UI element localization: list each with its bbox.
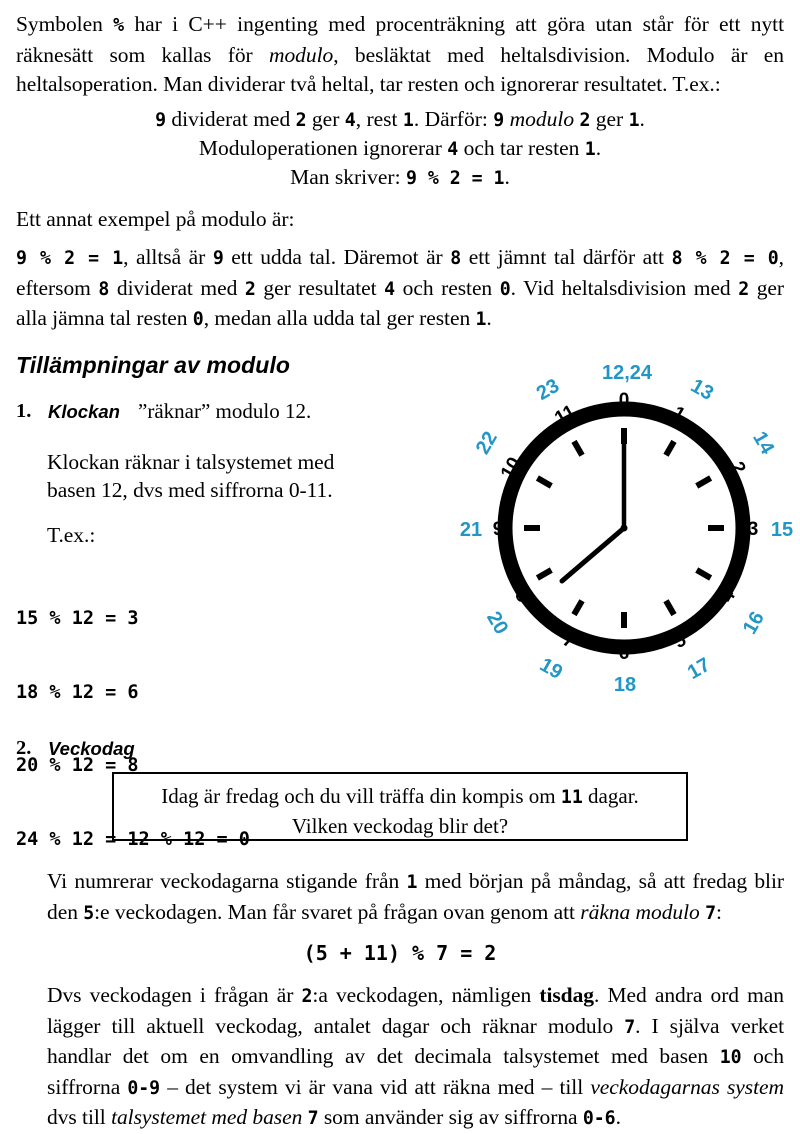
oe-t4: , eftersom [16,245,784,300]
ex1-n1b: 1 [628,110,640,131]
oe-expr-1: 9 % 2 = 1 [16,248,124,269]
oe-t10: , medan alla udda tal ger resten [203,306,476,330]
ex1-n1a: 1 [402,110,414,131]
intro-text-c: , besläktat med heltalsdivision. Modulo är en heltalsoperation. Man dividerar två heltal, tar resten och ignorerar resultatet. T.ex.: [16,42,784,96]
section-heading: Tillämpningar av modulo [16,352,291,378]
wd-t2: med början på måndag, så att fredag blir den [47,869,785,924]
example-line-3 [16,163,784,194]
weekday-formula: (5 + 11) % 7 = 2 [303,941,497,965]
example-line-1 [16,105,784,136]
clock-outer-label-12-24: 12,24 [601,362,653,384]
qb-l1-num: 11 [560,787,583,808]
clock-inner-label-8: 8 [510,586,534,607]
oe-n0b: 0 [192,309,204,330]
question-box-line-2: Vilken veckodag blir det? [291,814,509,838]
ex1-modulo: modulo [509,107,575,131]
clock-center-pin [621,525,628,532]
example-line-2 [16,134,784,165]
clock-outer-label-23: 23 [532,374,564,405]
intro-paragraph [16,10,784,100]
ex1-t2: ger [306,107,345,131]
fp-t9: . [615,1105,621,1129]
clock-outer-label-22: 22 [471,427,502,459]
fp-t2: :a veckodagen, nämligen [312,983,540,1007]
oe-t1: , alltså är [123,245,213,269]
fp-n09: 0-9 [127,1077,161,1099]
oe-n8b: 8 [98,278,110,300]
list-item-1-title-tail: ”räknar” modulo 12. [138,399,312,423]
ex1-t5: ger [590,107,629,131]
second-intro-paragraph [16,205,784,235]
clock-inner-label-7: 7 [558,629,579,653]
final-paragraph [47,981,784,1134]
clock-outer-label-13: 13 [686,374,718,405]
intro-text-b: har i C++ ingenting med procenträkning att göra utan står för ett nytt räknesätt som kallas för [16,12,784,67]
wd-t1: Vi numrerar veckodagarna stigande från [47,869,407,893]
oe-t7: och resten [395,275,500,300]
clock-inner-label-1: 1 [668,402,689,426]
li1-body-line1: Klockan räknar i talsystemet med [47,450,335,474]
code-line: 18 % 12 = 6 [16,681,139,703]
wd-n1: 1 [406,872,418,893]
odd-even-paragraph [16,243,784,335]
fp-n2: 2 [301,986,313,1007]
list-item-2-title: Veckodag [48,738,135,759]
oe-t6: ger resultatet [255,275,385,300]
fp-italic-talsystemet: talsystemet med basen [111,1105,303,1129]
ex1-t6: . [639,107,645,131]
oe-n2a: 2 [244,278,256,300]
ex1-n9b: 9 [493,110,505,131]
oe-expr-2: 8 % 2 = 0 [671,248,779,269]
clock-inner-label-11: 11 [551,401,580,430]
clock-inner-label-5: 5 [670,629,691,653]
question-box [112,772,688,841]
ex2-t2: och tar resten [458,136,585,160]
clock-inner-label-10: 10 [496,453,526,483]
wd-italic-rakna-modulo: räkna modulo [580,899,700,924]
ex1-n9a: 9 [155,110,167,131]
fp-t1: Dvs veckodagen i frågan är [47,983,302,1007]
ex2-n1: 1 [584,139,596,160]
ex1-t4: . Därför: [413,107,494,131]
li1-body-line2: basen 12, dvs med siffrorna 0-11. [47,478,333,502]
clock-outer-label-19: 19 [535,653,567,684]
qb-l1-a: Idag är fredag och du vill träffa din kompis om [161,784,561,808]
clock-inner-label-6: 6 [618,643,630,664]
list-item-1-number: 1. [16,400,32,422]
clock-inner-label-3: 3 [747,519,759,540]
wd-n5: 5 [83,902,95,924]
oe-t2: ett udda tal. Däremot är [223,245,451,269]
fp-t6: – det system vi är vana vid att räkna med – till [160,1074,591,1099]
qb-l1-b: dagar. [582,784,639,808]
fp-n7b: 7 [307,1108,319,1129]
oe-n0a: 0 [499,278,511,300]
fp-italic-veckodagarnas-system: veckodagarnas system [590,1074,784,1099]
clock-outer-label-16: 16 [738,607,769,639]
wd-t3: :e veckodagen. Man får svaret på frågan ovan genom att [94,899,581,924]
fp-t7: dvs till [47,1105,112,1129]
clock-inner-label-4: 4 [716,586,740,607]
oe-t3: ett jämnt tal därför att [461,245,672,269]
ex1-n2a: 2 [295,110,307,131]
ex1-n2b: 2 [579,110,591,131]
ex3-expression: 9 % 2 = 1 [405,168,505,189]
fp-n10: 10 [719,1047,742,1068]
wd-n7: 7 [705,902,716,924]
list-item-2-number: 2. [16,737,32,759]
clock-inner-label-0: 0 [618,390,630,411]
oe-t11: . [486,306,492,330]
oe-n2b: 2 [738,278,750,300]
list-item-1-title: Klockan [48,401,120,422]
clock-inner-label-9: 9 [492,519,504,540]
list-item-1-code-block [16,558,250,901]
fp-t8: som använder sig av siffrorna [318,1105,583,1129]
clock-outer-label-15: 15 [770,519,794,541]
oe-n1: 1 [475,309,487,330]
list-item-1-tex-label: T.ex.: [47,523,96,547]
question-box-line-1 [114,782,686,812]
ex1-n4: 4 [344,110,356,131]
fp-t3: . Med andra ord man lägger till aktuell veckodag, antalet dagar och räknar modulo [47,983,785,1038]
percent-symbol: % [113,15,125,36]
fp-t4: . I själva verket handlar det om en omvandling av det decimala talsystemet med basen [47,1013,784,1068]
clock-outer-label-18: 18 [613,674,637,696]
weekday-paragraph [47,867,784,928]
ex2-t3: . [595,136,602,160]
clock-outer-label-21: 21 [459,519,483,541]
code-line: 24 % 12 = 12 % 12 = 0 [16,828,250,850]
fp-t5: och siffrorna [47,1044,784,1099]
oe-n4: 4 [384,278,396,300]
ex3-t1: Man skriver: [290,165,406,189]
fp-bold-tisdag: tisdag [539,983,594,1007]
ex1-t3: , rest [355,107,403,131]
oe-t9: ger alla jämna tal resten [16,275,785,330]
ex2-t1: Moduloperationen ignorerar [198,136,448,160]
clock-inner-label-2: 2 [726,458,750,479]
intro-modulo-italic: modulo [269,42,334,67]
clock-outer-label-14: 14 [748,427,779,459]
code-line: 15 % 12 = 3 [16,608,139,629]
oe-n8a: 8 [450,248,462,269]
ex1-t1: dividerat med [166,107,296,131]
code-line: 20 % 12 = 8 [16,755,139,776]
fp-n06: 0-6 [582,1108,616,1129]
intro-text-a: Symbolen [16,12,114,36]
fp-n7: 7 [624,1016,636,1038]
ex3-t2: . [504,165,510,189]
oe-n9: 9 [212,248,224,269]
oe-t5: dividerat med [109,275,245,300]
list-item-1-body [47,448,347,504]
second-intro-text: Ett annat exempel på modulo är: [16,207,295,231]
clock-figure [452,356,796,700]
clock-outer-label-17: 17 [683,653,715,684]
wd-t4: : [715,899,722,924]
ex2-n4: 4 [447,139,459,160]
clock-outer-label-20: 20 [482,607,513,639]
oe-t8: . Vid heltalsdivision med [510,275,739,300]
